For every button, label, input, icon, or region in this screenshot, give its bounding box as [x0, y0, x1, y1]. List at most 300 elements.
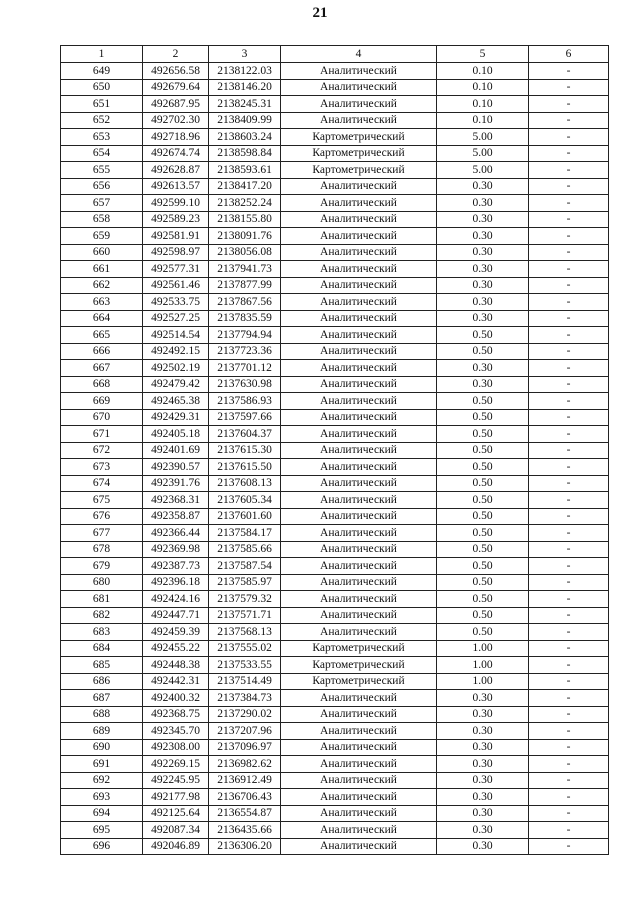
table-cell: 2138409.99	[209, 112, 281, 129]
table-row	[61, 261, 609, 278]
table-cell: 2137584.17	[209, 525, 281, 542]
table-cell: 2136554.87	[209, 805, 281, 822]
column-header: 3	[209, 46, 281, 63]
table-cell: 0.50	[437, 459, 529, 476]
table-cell: 5.00	[437, 162, 529, 179]
table-cell: 0.50	[437, 591, 529, 608]
table-cell: 686	[61, 673, 143, 690]
table-cell: 670	[61, 409, 143, 426]
table-cell: 492358.87	[143, 508, 209, 525]
table-cell: Аналитический	[281, 739, 437, 756]
table-cell: 2137608.13	[209, 475, 281, 492]
table-cell: -	[529, 442, 609, 459]
table-cell: 1.00	[437, 673, 529, 690]
table-cell: 492368.31	[143, 492, 209, 509]
table-row	[61, 426, 609, 443]
table-cell: Аналитический	[281, 327, 437, 344]
table-cell: 2137867.56	[209, 294, 281, 311]
table-cell: Аналитический	[281, 706, 437, 723]
table-cell: 2138146.20	[209, 79, 281, 96]
table-cell: Аналитический	[281, 442, 437, 459]
table-row	[61, 772, 609, 789]
table-row	[61, 508, 609, 525]
table-row	[61, 673, 609, 690]
table-cell: 0.50	[437, 574, 529, 591]
table-cell: Аналитический	[281, 591, 437, 608]
table-cell: 0.50	[437, 426, 529, 443]
table-cell: 680	[61, 574, 143, 591]
table-cell: 492424.16	[143, 591, 209, 608]
column-header: 6	[529, 46, 609, 63]
table-cell: 2136982.62	[209, 756, 281, 773]
table-cell: -	[529, 145, 609, 162]
table-cell: -	[529, 822, 609, 839]
table-cell: -	[529, 756, 609, 773]
table-cell: -	[529, 657, 609, 674]
table-cell: 667	[61, 360, 143, 377]
table-cell: 492718.96	[143, 129, 209, 146]
table-cell: 492308.00	[143, 739, 209, 756]
table-cell: 2138603.24	[209, 129, 281, 146]
table-cell: 492514.54	[143, 327, 209, 344]
table-cell: 696	[61, 838, 143, 855]
table-cell: 2138056.08	[209, 244, 281, 261]
table-row	[61, 624, 609, 641]
table-cell: 0.50	[437, 475, 529, 492]
table-cell: 492269.15	[143, 756, 209, 773]
table-cell: -	[529, 739, 609, 756]
table-cell: Аналитический	[281, 624, 437, 641]
table-cell: 492125.64	[143, 805, 209, 822]
table-row	[61, 838, 609, 855]
table-cell: Аналитический	[281, 228, 437, 245]
table-cell: 2138122.03	[209, 63, 281, 80]
table-cell: Аналитический	[281, 789, 437, 806]
table-cell: -	[529, 706, 609, 723]
table-cell: -	[529, 310, 609, 327]
table-cell: -	[529, 409, 609, 426]
table-row	[61, 525, 609, 542]
table-cell: 669	[61, 393, 143, 410]
table-cell: 2137585.97	[209, 574, 281, 591]
table-cell: 2137615.30	[209, 442, 281, 459]
table-cell: 0.30	[437, 294, 529, 311]
table-row	[61, 376, 609, 393]
table-cell: 0.30	[437, 244, 529, 261]
table-cell: 2137723.36	[209, 343, 281, 360]
table-cell: 690	[61, 739, 143, 756]
table-cell: Аналитический	[281, 79, 437, 96]
table-cell: 492459.39	[143, 624, 209, 641]
table-cell: 0.30	[437, 277, 529, 294]
table-cell: 2137533.55	[209, 657, 281, 674]
table-cell: -	[529, 211, 609, 228]
table-cell: -	[529, 723, 609, 740]
table-cell: 692	[61, 772, 143, 789]
table-cell: 0.10	[437, 96, 529, 113]
table-row	[61, 162, 609, 179]
table-cell: 666	[61, 343, 143, 360]
table-cell: -	[529, 624, 609, 641]
table-cell: -	[529, 112, 609, 129]
table-cell: 492387.73	[143, 558, 209, 575]
table-cell: -	[529, 789, 609, 806]
table-cell: 677	[61, 525, 143, 542]
table-cell: 492405.18	[143, 426, 209, 443]
table-row	[61, 822, 609, 839]
column-header: 5	[437, 46, 529, 63]
table-cell: Аналитический	[281, 393, 437, 410]
table-cell: Картометрический	[281, 640, 437, 657]
table-cell: 2138252.24	[209, 195, 281, 212]
table-cell: -	[529, 327, 609, 344]
table-cell: 0.50	[437, 541, 529, 558]
table-cell: Картометрический	[281, 657, 437, 674]
table-cell: 492577.31	[143, 261, 209, 278]
table-row	[61, 112, 609, 129]
table-cell: Аналитический	[281, 475, 437, 492]
table-cell: Аналитический	[281, 574, 437, 591]
table-cell: 1.00	[437, 640, 529, 657]
table-cell: 2138598.84	[209, 145, 281, 162]
table-row	[61, 228, 609, 245]
table-cell: 0.30	[437, 706, 529, 723]
table-row	[61, 739, 609, 756]
table-cell: 664	[61, 310, 143, 327]
table-cell: 492656.58	[143, 63, 209, 80]
table-row	[61, 63, 609, 80]
table-cell: Аналитический	[281, 63, 437, 80]
table-cell: 2136306.20	[209, 838, 281, 855]
table-cell: 0.30	[437, 211, 529, 228]
table-row	[61, 607, 609, 624]
table-cell: -	[529, 574, 609, 591]
table-cell: 2137555.02	[209, 640, 281, 657]
table-row	[61, 211, 609, 228]
table-cell: Аналитический	[281, 310, 437, 327]
table-cell: -	[529, 492, 609, 509]
table-cell: 681	[61, 591, 143, 608]
table-cell: 683	[61, 624, 143, 641]
table-row	[61, 574, 609, 591]
table-cell: 676	[61, 508, 143, 525]
table-cell: 2137605.34	[209, 492, 281, 509]
table-cell: 2137597.66	[209, 409, 281, 426]
table-cell: -	[529, 162, 609, 179]
table-row	[61, 294, 609, 311]
table-cell: 492674.74	[143, 145, 209, 162]
table-cell: 2137601.60	[209, 508, 281, 525]
table-cell: Картометрический	[281, 145, 437, 162]
table-cell: 492589.23	[143, 211, 209, 228]
table-cell: -	[529, 607, 609, 624]
table-cell: 0.50	[437, 442, 529, 459]
table-row	[61, 558, 609, 575]
table-cell: 492561.46	[143, 277, 209, 294]
table-cell: Аналитический	[281, 690, 437, 707]
table-cell: 2137877.99	[209, 277, 281, 294]
table-row	[61, 393, 609, 410]
table-cell: 2137571.71	[209, 607, 281, 624]
table-cell: 0.30	[437, 822, 529, 839]
table-cell: 0.50	[437, 409, 529, 426]
table-cell: 2137579.32	[209, 591, 281, 608]
table-cell: 0.30	[437, 360, 529, 377]
table-row	[61, 327, 609, 344]
table-cell: 492598.97	[143, 244, 209, 261]
table-cell: 2137587.54	[209, 558, 281, 575]
table-cell: -	[529, 772, 609, 789]
table-cell: -	[529, 195, 609, 212]
table-cell: 492400.32	[143, 690, 209, 707]
table-cell: 492465.38	[143, 393, 209, 410]
table-row	[61, 129, 609, 146]
table-cell: -	[529, 558, 609, 575]
table-row	[61, 360, 609, 377]
table-cell: 671	[61, 426, 143, 443]
table-cell: 2137701.12	[209, 360, 281, 377]
table-cell: 0.50	[437, 343, 529, 360]
table-header-row	[61, 46, 609, 63]
table-cell: -	[529, 63, 609, 80]
table-cell: 653	[61, 129, 143, 146]
table-cell: 0.50	[437, 525, 529, 542]
table-cell: 492581.91	[143, 228, 209, 245]
table-cell: -	[529, 690, 609, 707]
table-row	[61, 442, 609, 459]
table-cell: 0.30	[437, 756, 529, 773]
table-cell: 2136912.49	[209, 772, 281, 789]
table-cell: 2138593.61	[209, 162, 281, 179]
table-cell: Аналитический	[281, 492, 437, 509]
table-cell: -	[529, 426, 609, 443]
table-cell: Аналитический	[281, 244, 437, 261]
table-cell: 492442.31	[143, 673, 209, 690]
table-row	[61, 79, 609, 96]
table-cell: 0.30	[437, 739, 529, 756]
table-row	[61, 96, 609, 113]
table-cell: Аналитический	[281, 277, 437, 294]
table-row	[61, 145, 609, 162]
table-cell: 5.00	[437, 129, 529, 146]
table-cell: 2137604.37	[209, 426, 281, 443]
table-cell: 492087.34	[143, 822, 209, 839]
table-cell: 0.50	[437, 624, 529, 641]
table-row	[61, 178, 609, 195]
table-cell: Аналитический	[281, 838, 437, 855]
table-cell: Аналитический	[281, 409, 437, 426]
table-cell: Аналитический	[281, 343, 437, 360]
table-cell: 0.50	[437, 492, 529, 509]
table-cell: 0.10	[437, 112, 529, 129]
table-cell: -	[529, 640, 609, 657]
table-cell: Аналитический	[281, 805, 437, 822]
table-cell: 492527.25	[143, 310, 209, 327]
table-cell: -	[529, 79, 609, 96]
table-cell: 492613.57	[143, 178, 209, 195]
table-cell: 5.00	[437, 145, 529, 162]
table-cell: -	[529, 261, 609, 278]
table-cell: 0.50	[437, 558, 529, 575]
table-cell: -	[529, 244, 609, 261]
table-row	[61, 409, 609, 426]
table-cell: 492390.57	[143, 459, 209, 476]
table-cell: 492448.38	[143, 657, 209, 674]
table-cell: 2137586.93	[209, 393, 281, 410]
table-row	[61, 277, 609, 294]
table-cell: 492345.70	[143, 723, 209, 740]
table-cell: -	[529, 129, 609, 146]
table-cell: Аналитический	[281, 294, 437, 311]
table-row	[61, 195, 609, 212]
table-row	[61, 591, 609, 608]
table-cell: 2137615.50	[209, 459, 281, 476]
table-cell: 695	[61, 822, 143, 839]
table-cell: -	[529, 838, 609, 855]
table-cell: 2137794.94	[209, 327, 281, 344]
table-cell: Аналитический	[281, 178, 437, 195]
table-cell: 658	[61, 211, 143, 228]
table-cell: 492429.31	[143, 409, 209, 426]
table-cell: 2138091.76	[209, 228, 281, 245]
table-cell: 492479.42	[143, 376, 209, 393]
table-cell: 661	[61, 261, 143, 278]
table-cell: Картометрический	[281, 673, 437, 690]
column-header: 2	[143, 46, 209, 63]
table-cell: 492046.89	[143, 838, 209, 855]
table-cell: 672	[61, 442, 143, 459]
table-cell: 694	[61, 805, 143, 822]
table-row	[61, 706, 609, 723]
table-cell: 0.30	[437, 838, 529, 855]
table-cell: 665	[61, 327, 143, 344]
table-cell: 650	[61, 79, 143, 96]
table-cell: 682	[61, 607, 143, 624]
table-cell: 654	[61, 145, 143, 162]
table-cell: Картометрический	[281, 129, 437, 146]
table-cell: 673	[61, 459, 143, 476]
table-cell: Картометрический	[281, 162, 437, 179]
table-cell: 2138155.80	[209, 211, 281, 228]
table-cell: Аналитический	[281, 558, 437, 575]
table-cell: 492492.15	[143, 343, 209, 360]
table-cell: 2137941.73	[209, 261, 281, 278]
table-row	[61, 244, 609, 261]
table-cell: -	[529, 343, 609, 360]
table-cell: 492245.95	[143, 772, 209, 789]
coordinates-table	[60, 45, 609, 855]
table-cell: 0.30	[437, 723, 529, 740]
table-cell: 0.30	[437, 772, 529, 789]
table-cell: 492396.18	[143, 574, 209, 591]
table-cell: -	[529, 277, 609, 294]
table-cell: Аналитический	[281, 360, 437, 377]
column-header: 4	[281, 46, 437, 63]
table-cell: Аналитический	[281, 459, 437, 476]
table-cell: 0.50	[437, 508, 529, 525]
table-cell: 492679.64	[143, 79, 209, 96]
table-cell: 679	[61, 558, 143, 575]
table-cell: 492369.98	[143, 541, 209, 558]
table-cell: 0.50	[437, 327, 529, 344]
table-cell: Аналитический	[281, 756, 437, 773]
table-cell: Аналитический	[281, 195, 437, 212]
table-cell: 0.30	[437, 376, 529, 393]
table-row	[61, 640, 609, 657]
table-cell: Аналитический	[281, 376, 437, 393]
table-cell: Аналитический	[281, 822, 437, 839]
table-cell: Аналитический	[281, 508, 437, 525]
table-cell: 492502.19	[143, 360, 209, 377]
table-cell: 659	[61, 228, 143, 245]
table-cell: 0.30	[437, 805, 529, 822]
table-cell: 2136706.43	[209, 789, 281, 806]
table-cell: 662	[61, 277, 143, 294]
table-cell: 656	[61, 178, 143, 195]
table-cell: 0.30	[437, 261, 529, 278]
table-cell: 0.10	[437, 79, 529, 96]
table-cell: -	[529, 96, 609, 113]
table-cell: 663	[61, 294, 143, 311]
page-number: 21	[312, 5, 328, 21]
table-cell: 668	[61, 376, 143, 393]
table-cell: 651	[61, 96, 143, 113]
table-cell: 492401.69	[143, 442, 209, 459]
table-cell: 492628.87	[143, 162, 209, 179]
table-cell: 0.10	[437, 63, 529, 80]
table-cell: 0.30	[437, 690, 529, 707]
table-cell: 684	[61, 640, 143, 657]
table-cell: -	[529, 376, 609, 393]
table-cell: Аналитический	[281, 772, 437, 789]
table-cell: -	[529, 459, 609, 476]
table-cell: 492702.30	[143, 112, 209, 129]
table-cell: 492177.98	[143, 789, 209, 806]
table-row	[61, 805, 609, 822]
table-cell: 2137568.13	[209, 624, 281, 641]
table-row	[61, 459, 609, 476]
table-cell: 492687.95	[143, 96, 209, 113]
table-cell: Аналитический	[281, 261, 437, 278]
table-cell: 2137585.66	[209, 541, 281, 558]
table-cell: 492366.44	[143, 525, 209, 542]
table-cell: 649	[61, 63, 143, 80]
table-cell: Аналитический	[281, 112, 437, 129]
table-cell: 492455.22	[143, 640, 209, 657]
table-cell: Аналитический	[281, 723, 437, 740]
table-cell: 492599.10	[143, 195, 209, 212]
table-cell: 0.50	[437, 393, 529, 410]
table-cell: 0.50	[437, 607, 529, 624]
table-row	[61, 310, 609, 327]
table-cell: 2137514.49	[209, 673, 281, 690]
table-cell: 2137630.98	[209, 376, 281, 393]
table-cell: -	[529, 360, 609, 377]
table-cell: 652	[61, 112, 143, 129]
table-cell: 674	[61, 475, 143, 492]
table-cell: Аналитический	[281, 525, 437, 542]
table-row	[61, 475, 609, 492]
table-cell: 689	[61, 723, 143, 740]
table-row	[61, 723, 609, 740]
table-cell: -	[529, 508, 609, 525]
table-cell: Аналитический	[281, 607, 437, 624]
table-cell: Аналитический	[281, 96, 437, 113]
table-cell: 678	[61, 541, 143, 558]
column-header: 1	[61, 46, 143, 63]
table-cell: 687	[61, 690, 143, 707]
table-cell: 655	[61, 162, 143, 179]
